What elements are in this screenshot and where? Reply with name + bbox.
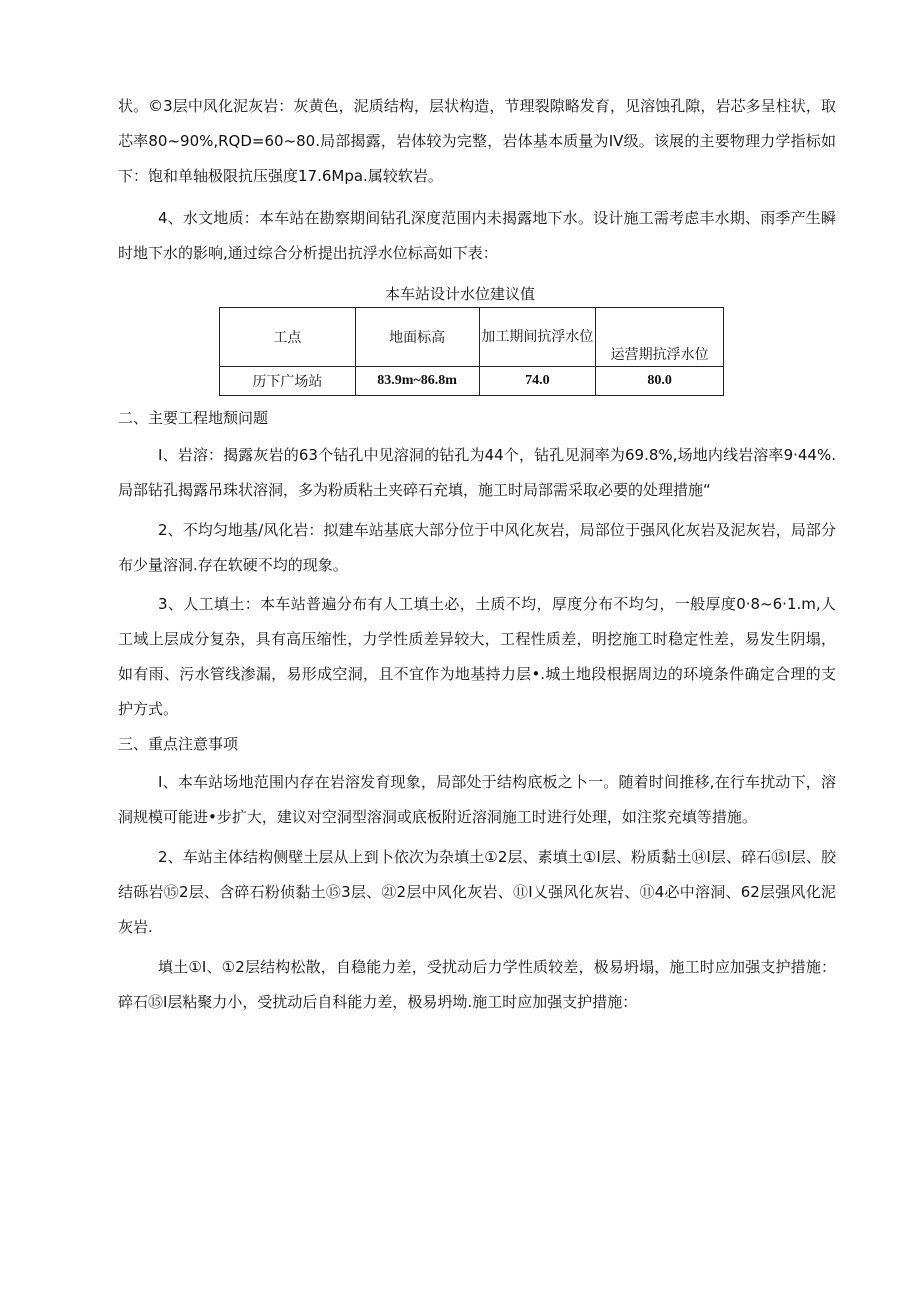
section-heading-engineering-issues: 二、主要工程地颓问题 <box>118 409 269 427</box>
paragraph-hydrogeology: 4、水文地质：本车站在勘察期间钻孔深度范围内未揭露地下水。设计施工需考虑丰水期、雨季产生瞬时地下水的影响,通过综合分析提出抗浮水位标高如下表： <box>118 209 836 262</box>
table-row <box>220 367 724 396</box>
cell-operation-water-level: 80.0 <box>596 367 724 396</box>
cell-ground-elevation: 83.9m~86.8m <box>355 367 479 396</box>
paragraph-soil-layers: 2、车站主体结构侧壁土层从上到卜依次为杂填土①2层、素填土①I层、粉质黏土⑭I层、碎石⑮I层、胶结砾岩⑮2层、含碎石粉侦黏土⑮3层、㉑2层中风化灰岩、⑪I乂强风化灰岩、⑪4必中溶洞、62层强风化泥灰岩. <box>118 848 836 936</box>
paragraph-fill-stability: 填土①I、①2层结构松散，自稳能力差，受扰动后力学性质较差，极易坍塌，施工时应加强支护措施：碎石⑮I层粘聚力小，受扰动后自科能力差，极易坍坳.施工时应加强支护措施： <box>118 958 836 1011</box>
cell-construction-water-level: 74.0 <box>479 367 596 396</box>
paragraph-karst-development: I、本车站场地范围内存在岩溶发育现象，局部处于结构底板之卜一。随着时间推移,在行车扰动下，溶洞规模可能进•步扩大，建议对空洞型溶洞或底板附近溶洞施工时进行处理，如注浆充填等措施。 <box>118 773 836 826</box>
table-header-row <box>220 308 724 367</box>
header-construction-water-level: 加工期间抗浮水位 <box>479 308 596 367</box>
header-operation-water-level: 运营期抗浮水位 <box>596 308 724 367</box>
paragraph-rock-layer: 状。©3层中风化泥灰岩：灰黄色，泥质结构，层状构造，节理裂隙略发育，见溶蚀孔隙，岩芯多呈柱状，取芯率80~90%,RQD=60~80.局部揭露，岩体较为完整，岩体基本质量为IV级。该展的主要物理力学指标如下：饱和单轴极限抗压强度17.6Mpa.属较软岩。 <box>118 97 836 185</box>
header-ground-elevation: 地面标高 <box>355 308 479 367</box>
cell-site-name: 历下广场站 <box>220 367 356 396</box>
paragraph-karst: I、岩溶：揭露灰岩的63个钻孔中见溶洞的钻孔为44个，钻孔见洞率为69.8%,场地内线岩溶率9·44%.局部钻孔揭露吊珠状溶洞，多为粉质粘土夹碎石充填，施工时局部需采取必要的处理措施“ <box>118 446 836 499</box>
paragraph-artificial-fill: 3、人工填土：本车站普遍分布有人工填土必，土质不均，厚度分布不均匀，一般厚度0·8~6·1.m,人工域上层成分复杂，具有高压缩性，力学性质差异较大，工程性质差，明挖施工时稳定性差，易发生阴塌，如有雨、污水管线渗漏，易形成空洞，且不宜作为地基持力层•.城土地段根据周边的环境条件确定合理的支护方式。 <box>118 595 836 718</box>
section-heading-key-notes: 三、重点注意事项 <box>118 735 239 753</box>
header-site: 工点 <box>220 308 356 367</box>
water-level-table <box>219 307 724 396</box>
paragraph-uneven-foundation: 2、不均匀地基/风化岩：拟建车站基底大部分位于中风化灰岩，局部位于强风化灰岩及泥灰岩，局部分布少量溶洞.存在软硬不均的现象。 <box>118 521 836 574</box>
table-title: 本车站设计水位建议值 <box>384 285 535 303</box>
